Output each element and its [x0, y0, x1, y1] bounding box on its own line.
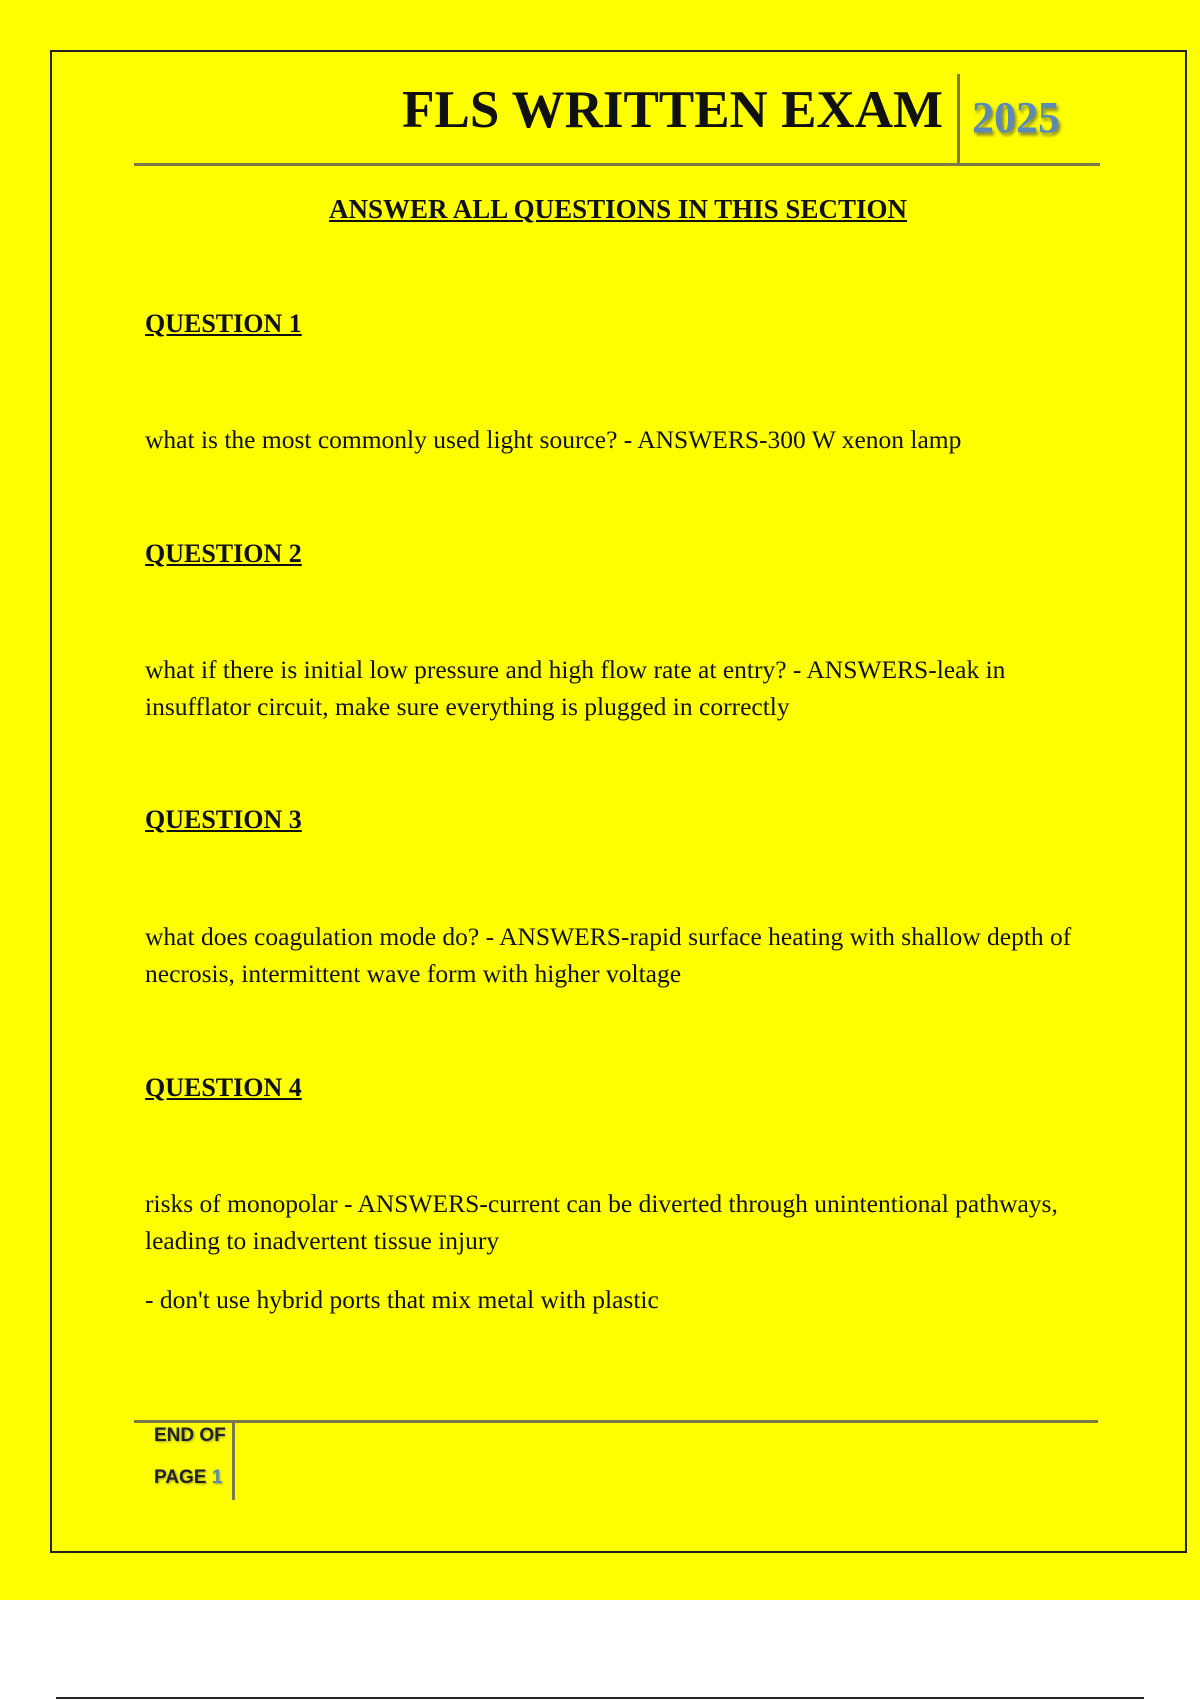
exam-title: FLS WRITTEN EXAM: [402, 81, 943, 139]
footer-end-of: END OF: [154, 1425, 226, 1446]
question-1-label: QUESTION 1: [145, 309, 302, 338]
footer-divider: [232, 1422, 235, 1500]
question-4-extra: - don't use hybrid ports that mix metal with plastic: [145, 1285, 659, 1314]
question-2-label: QUESTION 2: [145, 539, 302, 568]
question-4-label: QUESTION 4: [145, 1073, 302, 1102]
footer-page-number: 1: [211, 1467, 223, 1488]
bottom-rule: [56, 1697, 1144, 1699]
question-1-answer: what is the most commonly used light source? - ANSWERS-300 W xenon lamp: [145, 425, 962, 454]
exam-year: 2025: [972, 93, 1060, 142]
question-3-label: QUESTION 3: [145, 805, 302, 834]
footer-rule: [134, 1420, 1098, 1423]
page-border: [50, 50, 1187, 1553]
question-2-answer: what if there is initial low pressure and high flow rate at entry? - ANSWERS-leak in insufflator circuit, make sure everything is plugged in correctly: [145, 655, 1006, 721]
footer-page-label: PAGE: [154, 1467, 207, 1488]
question-4-answer: risks of monopolar - ANSWERS-current can be diverted through unintentional pathways, leading to inadvertent tissue injury: [145, 1189, 1058, 1255]
header-divider: [957, 74, 960, 164]
footer-page: [154, 1467, 222, 1489]
header-rule: [134, 163, 1100, 166]
section-heading: ANSWER ALL QUESTIONS IN THIS SECTION: [329, 194, 907, 224]
question-3-answer: what does coagulation mode do? - ANSWERS-rapid surface heating with shallow depth of necrosis, intermittent wave form with higher voltage: [145, 922, 1072, 988]
